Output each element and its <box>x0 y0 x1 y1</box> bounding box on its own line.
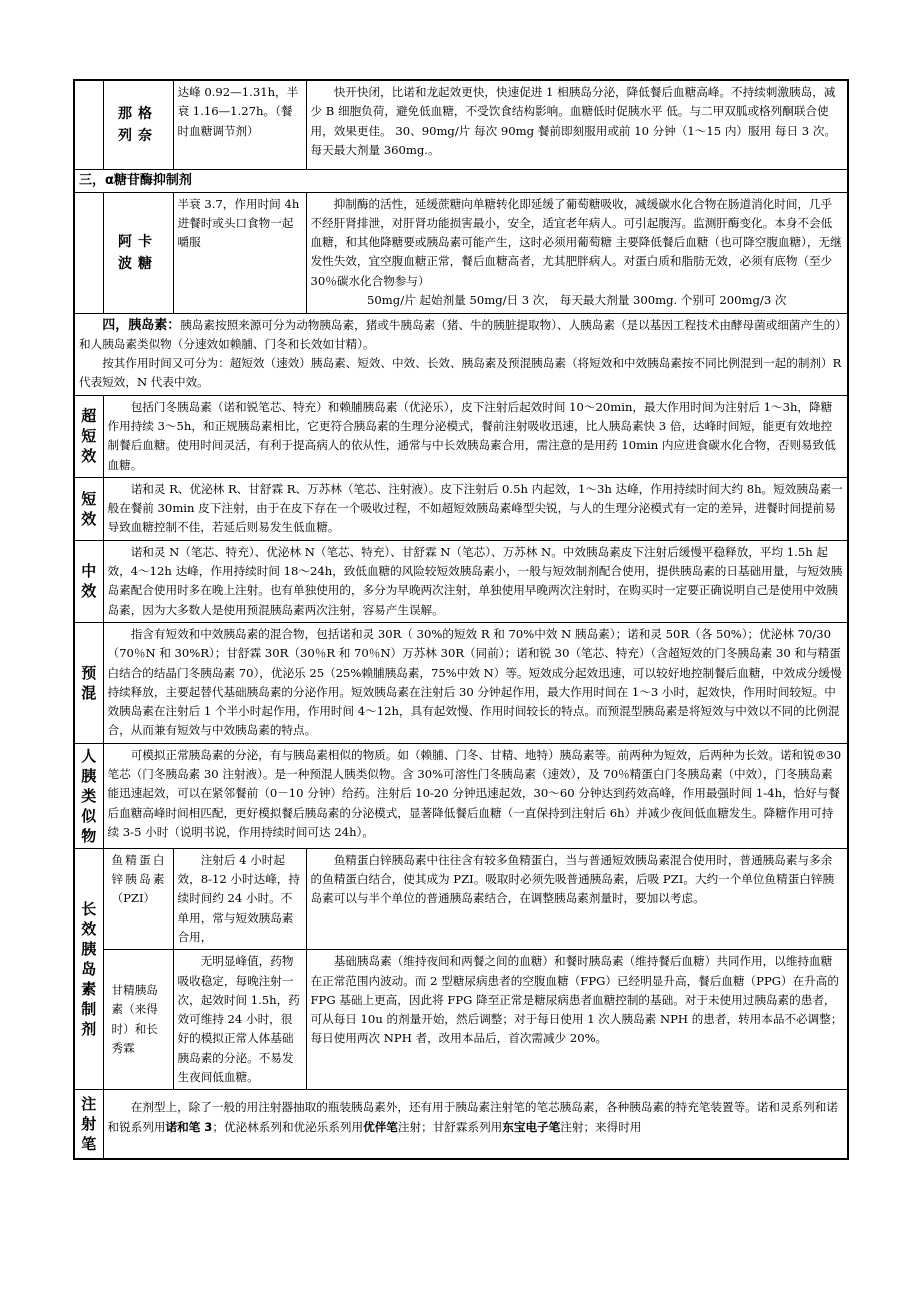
label-intermediate: 中效 <box>74 540 103 622</box>
pen-text-a: 在剂型上，除了一般的用注射器抽取的瓶装胰岛素外，还有用于胰岛素注射笔的笔芯胰岛素，各种胰岛素的特充笔装置等。诺和灵系列和诺和锐系列用 <box>107 1100 838 1134</box>
label-ultrashort: 超短效 <box>74 395 103 477</box>
drug-name-pzi: 鱼精蛋白锌胰岛素（PZI） <box>103 848 173 949</box>
drug-pk-glargine: 无明显峰值，药物吸收稳定，每晚注射一次，起效时间 1.5h，药效可维持 24 小时，很好的模拟正常人体基础胰岛素的分泌。不易发生夜间低血糖。 <box>173 950 306 1090</box>
text-pen-cell <box>103 1090 848 1160</box>
drug-dose-acarbose: 50mg/片 起始剂量 50mg/日 3 次， 每天最大剂量 300mg. 个别可 200mg/3 次 <box>367 292 787 307</box>
label-premixed: 预混 <box>74 622 103 743</box>
label-short: 短效 <box>74 477 103 540</box>
analog-row <box>74 743 848 848</box>
label-longacting: 长效胰岛素制剂 <box>74 848 103 1090</box>
drug-desc-naglinaide: 快开快闭，比诺和龙起效更快，快速促进 1 相胰岛分泌，降低餐后血糖高峰。不持续刺激胰岛，减少 B 细胞负荷，避免低血糖，不受饮食结构影响。血糖低时促胰水平 低。与二甲双胍或格列酮联合使用，效果更佳。 30、90mg/片 每次 90mg 餐前即刻服用或前 10 分钟（1～15 内）服用 每日 3 次。 每天最大剂量 360mg.。 <box>306 80 848 169</box>
acarbose-row <box>74 192 848 313</box>
pen-row <box>74 1090 848 1160</box>
short-row <box>74 477 848 540</box>
text-short: 诺和灵 R、优泌林 R、甘舒霖 R、万苏林（笔芯、注射液）。皮下注射后 0.5h 内起效，1～3h 达峰，作用持续时间大约 8h。短效胰岛素一般在餐前 30min 皮下注射，由于在皮下存在一个吸收过程，不如超短效胰岛素峰型尖锐，与人的生理分泌模式有一定的差异，进餐时间提前易导致血糖控制不佳，若延后则易发生低血糖。 <box>103 477 848 540</box>
insulin-intro-2: 按其作用时间又可分为：超短效（速效）胰岛素、短效、中效、长效、胰岛素及预混胰岛素（将短效和中效胰岛素按不同比例混到一起的制剂）R 代表短效，N 代表中效。 <box>79 356 842 390</box>
section-title-insulin: 四，胰岛素： <box>102 317 181 333</box>
pen-text-d: 注射；来得时用 <box>560 1119 642 1134</box>
blank-cell <box>74 80 103 169</box>
ultrashort-row <box>74 395 848 477</box>
text-ultrashort: 包括门冬胰岛素（诺和锐笔芯、特充）和赖脯胰岛素（优泌乐），皮下注射后起效时间 10～20min，最大作用时间为注射后 1～3h，降糖作用持续 3～5h，和正规胰岛素相比，它更符合胰岛素的生理分泌模式，餐前注射吸收迅速，比人胰岛素快 3 倍，达峰时间短，能更有效地控制餐后血糖。使用时间灵活，有利于提高病人的依从性，通常与中长效胰岛素合用，需注意的是用药 10min 内应进食碳水化合物，否则易致低血糖。 <box>103 395 848 477</box>
drug-desc-acarbose-cell <box>306 192 848 313</box>
insulin-intro: 胰岛素按照来源可分为动物胰岛素，猪或牛胰岛素（猪、牛的胰脏提取物）、人胰岛素（是以基因工程技术由酵母菌或细菌产生的）和人胰岛素类似物（分速效如赖脯、门冬和长效如甘精）。 <box>79 317 842 351</box>
drug-table <box>73 79 849 1160</box>
pen-bold-b: 优伴笔 <box>363 1119 398 1134</box>
pen-text-b: ；优泌林系列和优泌乐系列用 <box>212 1119 364 1134</box>
pen-bold-c: 东宝电子笔 <box>502 1119 561 1134</box>
label-pen: 注射笔 <box>74 1090 103 1160</box>
text-analog: 可模拟正常胰岛素的分泌，有与胰岛素相似的物质。如（赖脯、门冬、甘精、地特）胰岛素等。前两种为短效，后两种为长效。诺和锐®30 笔芯（门冬胰岛素 30 注射液）。是一种预混人胰类似物。含 30%可溶性门冬胰岛素（速效），及 70％精蛋白门冬胰岛素（中效），门冬胰岛素能迅速起效，可以在紧邻餐前（0－10 分钟）给药。注射后 10-20 分钟迅速起效，30～60 分钟达到药效高峰，作用最强时间 1-4h，恰好与餐后血糖高峰时间相匹配，更好模拟餐后胰岛素的分泌模式，显著降低餐后血糖（一直保持到注射后 6h）并减少夜间低血糖发生。降糖作用可持续 3-5 小时（说明书说，作用持续时间可达 24h）。 <box>103 743 848 848</box>
pzi-row <box>74 848 848 949</box>
section-title-alpha-glucosidase: 三，α糖苷酶抑制剂 <box>74 169 848 192</box>
text-intermediate: 诺和灵 N（笔芯、特充）、优泌林 N（笔芯、特充）、甘舒霖 N（笔芯）、万苏林 N。中效胰岛素皮下注射后缓慢平稳释放，平均 1.5h 起效，4～12h 达峰，作用持续时间 18～24h，致低血糖的风险较短效胰岛素小，一般与短效制剂配合使用，提供胰岛素的日基础用量，与短效胰岛素配合使用时多在晚上注射。也有单独使用的，多分为早晚两次注射，单独使用早晚两次注射时，在购买时一定要正确说明自己是使用中效胰岛素，因为大多数人是使用预混胰岛素两次注射，容易产生误解。 <box>103 540 848 622</box>
section4-intro-cell <box>74 313 848 395</box>
drug-desc-glargine: 基础胰岛素（维持夜间和两餐之间的血糖）和餐时胰岛素（维持餐后血糖）共同作用，以维持血糖在正常范围内波动。而 2 型糖尿病患者的空腹血糖（FPG）已经明显升高，餐后血糖（PPG）在升高的 FPG 基础上更高，因此将 FPG 降至正常是糖尿病患者血糖控制的基础。对于未使用过胰岛素的患者，可从每日 10u 的剂量开始，然后调整；对于每日使用 1 次人胰岛素 NPH 的患者，转用本品不必调整；每日使用两次 NPH 者，改用本品后，首次需减少 20%。 <box>306 950 848 1090</box>
label-analog: 人胰类似物 <box>74 743 103 848</box>
drug-name-naglinaide: 那格列奈 <box>103 80 173 169</box>
document-page <box>73 79 847 1160</box>
glargine-row <box>74 950 848 1090</box>
naglinaide-row <box>74 80 848 169</box>
text-premixed: 指含有短效和中效胰岛素的混合物，包括诺和灵 30R（ 30%的短效 R 和 70%中效 N 胰岛素）；诺和灵 50R（各 50%）；优泌林 70/30（70％N 和 30%R）；甘舒霖 30R（30％R 和 70％N）万苏林 30R（同前）；诺和锐 30（笔芯、特充）（含超短效的门冬胰岛素 30 和与精蛋白结合的结晶门冬胰岛素 70），优泌乐 25（25%赖脯胰岛素，75%中效 N）等。短效成分起效迅速，可以较好地控制餐后血糖，中效成分缓慢持续释放，主要起替代基础胰岛素的分泌作用。短效胰岛素在注射后 30 分钟起作用，最大作用时间在 1～3 小时，起效快，作用时间较短。中效胰岛素在注射后 1 个半小时起作用，作用时间 4～12h，具有起效慢、作用时间较长的特点。而预混型胰岛素是将短效与中效以不同的比例混合，从而兼有短效与中效胰岛素的特点。 <box>103 622 848 743</box>
drug-pk-naglinaide: 达峰 0.92—1.31h，半衰 1.16—1.27h。（餐时血糖调节剂） <box>173 80 306 169</box>
drug-name-glargine: 甘精胰岛素（来得时）和长秀霖 <box>103 950 173 1090</box>
premixed-row <box>74 622 848 743</box>
intermediate-row <box>74 540 848 622</box>
text-pen <box>108 1098 844 1137</box>
blank-cell <box>74 192 103 313</box>
drug-name-acarbose: 阿卡波糖 <box>103 192 173 313</box>
drug-pk-pzi: 注射后 4 小时起效，8-12 小时达峰，持续时间约 24 小时。不单用，常与短效胰岛素合用， <box>173 848 306 949</box>
pen-text-c: 注射；甘舒霖系列用 <box>397 1119 503 1134</box>
drug-desc-acarbose: 抑制酶的活性，延缓蔗糖向单糖转化即延缓了葡萄糖吸收，减缓碳水化合物在肠道消化时间，几乎不经肝肾排泄，对肝肾功能损害最小，安全，适宜老年病人。可引起腹泻。监测肝酶变化。本身不会低血糖，和其他降糖要或胰岛素可能产生，这时必须用葡萄糖 主要降低餐后血糖（也可降空腹血糖），无继发性失效，宜空腹血糖正常，餐后血糖高者，尤其肥胖病人。对蛋白质和脂肪无效，必须有底物（至少 30％碳水化合物参与） <box>310 196 842 288</box>
drug-desc-pzi: 鱼精蛋白锌胰岛素中往往含有较多鱼精蛋白，当与普通短效胰岛素混合使用时，普通胰岛素与多余的鱼精蛋白结合，使其成为 PZI。吸取时必须先吸普通胰岛素，后吸 PZI。大约一个单位鱼精蛋白锌胰岛素可以与半个单位的普通胰岛素结合，在调整胰岛素剂量时，要加以考虑。 <box>306 848 848 949</box>
pen-bold-a: 诺和笔 3 <box>165 1119 213 1134</box>
drug-pk-acarbose: 半衰 3.7，作用时间 4h 进餐时或头口食物一起嚼服 <box>173 192 306 313</box>
section4-row <box>74 313 848 395</box>
section3-row <box>74 169 848 192</box>
